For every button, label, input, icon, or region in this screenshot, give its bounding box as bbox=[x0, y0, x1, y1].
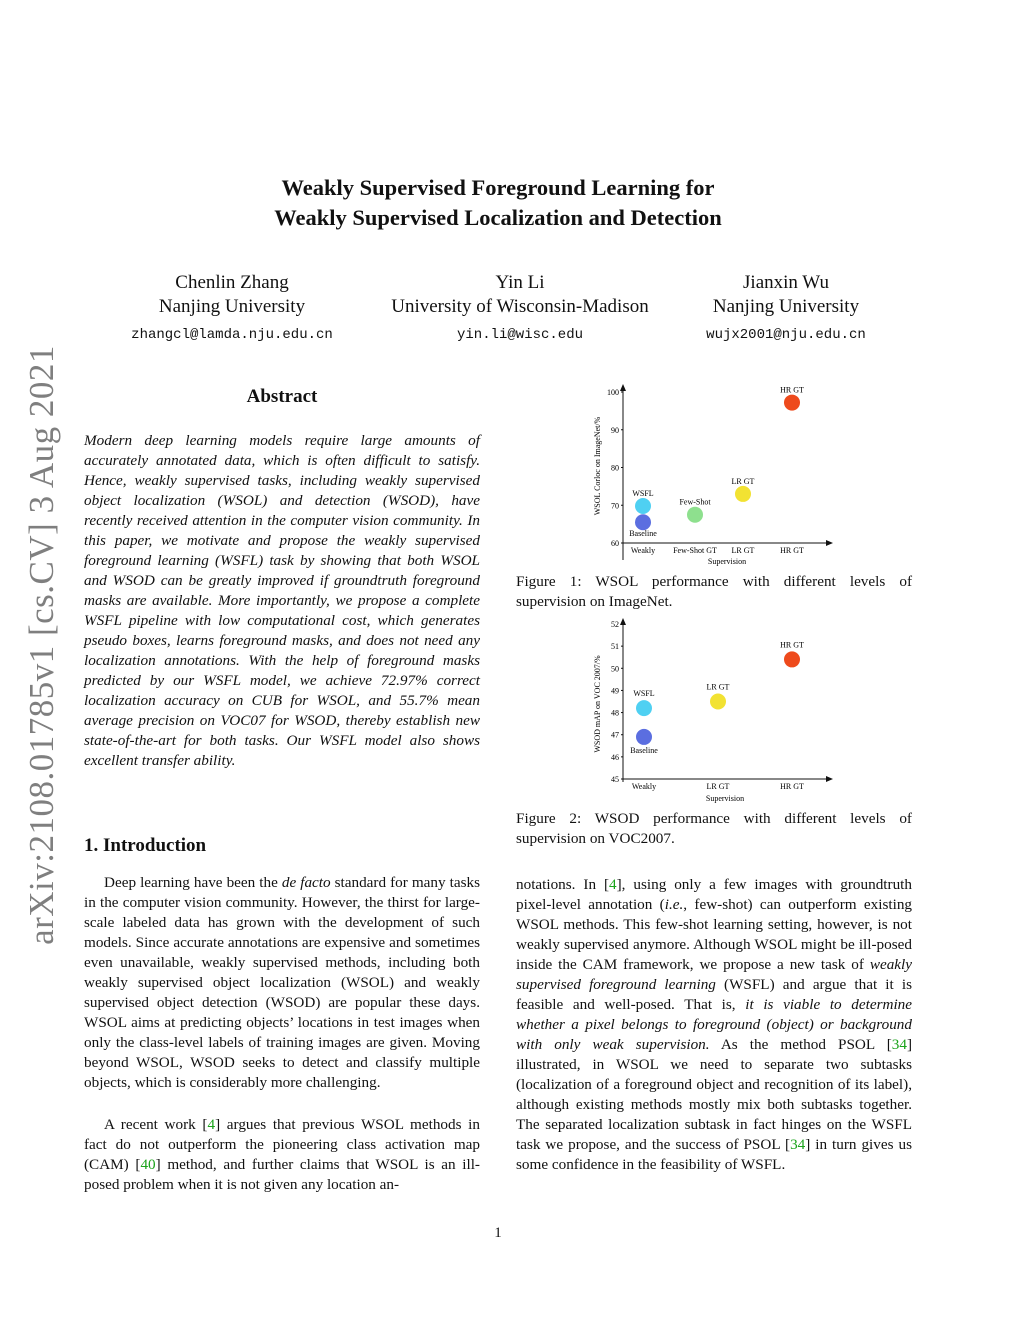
y-tick-label: 80 bbox=[611, 463, 619, 473]
abstract-heading: Abstract bbox=[246, 386, 318, 407]
data-point-label: LR GT bbox=[731, 476, 755, 486]
arxiv-stamp bbox=[22, 345, 62, 945]
author-affiliation: Nanjing University bbox=[158, 296, 306, 317]
x-tick-label: Few-Shot GT bbox=[673, 546, 717, 555]
y-tick-label: 49 bbox=[611, 686, 619, 696]
data-point-hr-gt bbox=[784, 651, 800, 667]
y-axis-label: WSOD mAP on VOC 2007/% bbox=[593, 655, 602, 753]
emphasis: de facto bbox=[281, 874, 331, 891]
author-block-3 bbox=[656, 271, 916, 347]
data-point-hr-gt bbox=[784, 395, 800, 411]
y-tick-label: 46 bbox=[611, 752, 619, 762]
text-run: ] argues that previous WSOL methods in fact do not outperform the pioneering class activation map (CAM) [ bbox=[84, 1116, 481, 1173]
figure-1-caption: Figure 1: WSOL performance with different levels of supervision on ImageNet. bbox=[516, 573, 912, 610]
data-point-label: Baseline bbox=[630, 745, 658, 755]
text-run: (WSFL) and argue that it is feasible and well-posed. That is, bbox=[516, 976, 912, 1013]
y-axis-label: WSOL Corloc on ImageNet/% bbox=[593, 416, 602, 516]
x-tick-label: HR GT bbox=[780, 546, 804, 555]
text-run: ] illustrated, in WSOL we need to separate two subtasks (localization of a foreground object and recognition of its label), although existing methods mostly mix both subtasks together. The separated localization subtask in fact hinges on the WSFL task we propose, and the success of PSOL [ bbox=[516, 1036, 912, 1153]
text-run: A recent work [ bbox=[104, 1116, 208, 1133]
data-point-baseline bbox=[635, 514, 651, 530]
figure-2-scatter-chart bbox=[588, 616, 843, 806]
page-number: 1 bbox=[494, 1225, 502, 1241]
emphasis: weakly supervised foreground learning bbox=[516, 956, 912, 993]
arxiv-stamp-text: arXiv:2108.01785v1 [cs.CV] 3 Aug 2021 bbox=[22, 345, 61, 945]
abstract-text: Modern deep learning models require large amounts of accurately annotated data, which is often difficult to satisfy. Hence, weakly supervised tasks, including weakly supervised object localization (WSOL) and detection (WSOD), have recently received attention in the computer vision community. In this paper, we motivate and propose the weakly supervised foreground learning (WSFL) task by showing that both WSOL and WSOD can be greatly improved if groundtruth foreground masks are available. More importantly, we propose a complete WSFL pipeline with low computational cost, which generates pseudo boxes, learns foreground masks, and does not need any localization annotations. With the help of foreground masks predicted by our WSFL model, we achieve 72.97% correct localization accuracy on CUB for WSOL, and 55.7% mean average precision on VOC07 for WSOD, thereby establish new state-of-the-art for both tasks. Our WSFL model also shows excellent transfer ability. bbox=[84, 432, 480, 769]
citation-link[interactable]: 4 bbox=[609, 876, 617, 893]
author-block-2 bbox=[370, 271, 670, 347]
x-tick-label: Weakly bbox=[630, 546, 656, 555]
y-tick-label: 45 bbox=[611, 775, 619, 784]
data-point-wsfl bbox=[636, 700, 652, 716]
data-point-label: WSFL bbox=[633, 689, 655, 699]
y-axis-arrow bbox=[620, 384, 626, 391]
data-point-baseline bbox=[636, 729, 652, 745]
author-block-1 bbox=[92, 271, 372, 347]
y-tick-label: 100 bbox=[607, 388, 619, 397]
paper-title-line-2: Weakly Supervised Localization and Detection bbox=[274, 205, 722, 230]
author-name: Yin Li bbox=[495, 272, 545, 293]
y-tick-label: 50 bbox=[611, 664, 619, 674]
citation-link[interactable]: 40 bbox=[140, 1156, 156, 1173]
figure-2-caption: Figure 2: WSOD performance with different levels of supervision on VOC2007. bbox=[516, 810, 912, 847]
y-tick-label: 48 bbox=[611, 708, 619, 718]
author-affiliation: Nanjing University bbox=[712, 296, 860, 317]
data-point-label: LR GT bbox=[706, 682, 730, 692]
citation-link[interactable]: 4 bbox=[207, 1116, 216, 1133]
text-run: ], using only a few images with groundtruth pixel-level annotation ( bbox=[516, 876, 912, 913]
data-point-few-shot bbox=[687, 507, 703, 523]
author-email[interactable]: yin.li@wisc.edu bbox=[456, 327, 584, 343]
x-tick-label: LR GT bbox=[706, 782, 730, 791]
intro-paragraph-1 bbox=[84, 873, 480, 1093]
data-point-label: HR GT bbox=[780, 385, 804, 395]
author-name: Jianxin Wu bbox=[743, 272, 829, 293]
data-point-label: WSFL bbox=[632, 489, 654, 499]
paper-title-line-1: Weakly Supervised Foreground Learning for bbox=[281, 175, 715, 200]
y-tick-label: 70 bbox=[611, 501, 619, 511]
text-run: , few-shot) can outperform existing WSOL methods. This few-shot learning setting, however, is not weakly supervised anymore. Although WSOL might be ill-posed inside the CAM framework, we propose a new task of bbox=[516, 896, 913, 973]
x-axis-label: Supervision bbox=[707, 557, 747, 566]
text-run: Deep learning have been the bbox=[104, 874, 282, 891]
intro-paragraph-2 bbox=[84, 1115, 480, 1195]
figure-1-scatter-chart bbox=[588, 382, 843, 572]
y-tick-label: 60 bbox=[611, 539, 619, 548]
citation-link[interactable]: 34 bbox=[790, 1136, 806, 1153]
data-point-wsfl bbox=[635, 498, 651, 514]
x-axis-arrow bbox=[826, 776, 833, 782]
intro-right-column-paragraph bbox=[516, 875, 912, 1175]
citation-link[interactable]: 34 bbox=[891, 1036, 907, 1053]
author-email[interactable]: zhangcl@lamda.nju.edu.cn bbox=[131, 327, 333, 343]
x-axis-label: Supervision bbox=[705, 794, 745, 803]
x-tick-label: Weakly bbox=[631, 782, 657, 791]
data-point-lr-gt bbox=[735, 486, 751, 502]
y-tick-label: 47 bbox=[611, 730, 619, 740]
author-email[interactable]: wujx2001@nju.edu.cn bbox=[706, 327, 866, 343]
text-run: ] in turn gives us some confidence in the feasibility of WSFL. bbox=[516, 1136, 912, 1173]
text-run: ] method, and further claims that WSOL is an ill-posed problem when it is not given any location an- bbox=[84, 1156, 480, 1193]
author-name: Chenlin Zhang bbox=[175, 272, 289, 293]
introduction-heading: 1. Introduction bbox=[84, 835, 207, 856]
data-point-label: Few-Shot bbox=[679, 497, 711, 507]
text-run: notations. In [ bbox=[516, 876, 610, 893]
data-point-lr-gt bbox=[710, 694, 726, 710]
y-tick-label: 52 bbox=[611, 620, 619, 629]
text-run: As the method PSOL [ bbox=[709, 1036, 892, 1053]
emphasis: it is viable to determine whether a pixel belongs to foreground (object) or background with only weak supervision. bbox=[516, 996, 913, 1053]
data-point-label: HR GT bbox=[780, 640, 804, 650]
y-tick-label: 51 bbox=[611, 642, 619, 652]
y-tick-label: 90 bbox=[611, 425, 619, 435]
author-affiliation: University of Wisconsin-Madison bbox=[391, 296, 649, 317]
text-run: standard for many tasks in the computer vision community. However, the thirst for large-scale labeled data has grown with the development of such models. Since accurate annotations are expensive and sometimes even unavailable, weakly supervised methods, including both weakly supervised object localization (WSOL) and weakly supervised object detection (WSOD) are popular these days. WSOL aims at predicting objects’ locations in test images when only the class-level labels of training images are given. Moving beyond WSOL, WSOD seeks to detect and classify multiple objects, which is considerably more challenging. bbox=[84, 874, 480, 1091]
x-tick-label: HR GT bbox=[780, 782, 804, 791]
emphasis: i.e. bbox=[664, 896, 684, 913]
data-point-label: Baseline bbox=[629, 529, 657, 539]
x-axis-arrow bbox=[826, 540, 833, 546]
x-tick-label: LR GT bbox=[731, 546, 755, 555]
